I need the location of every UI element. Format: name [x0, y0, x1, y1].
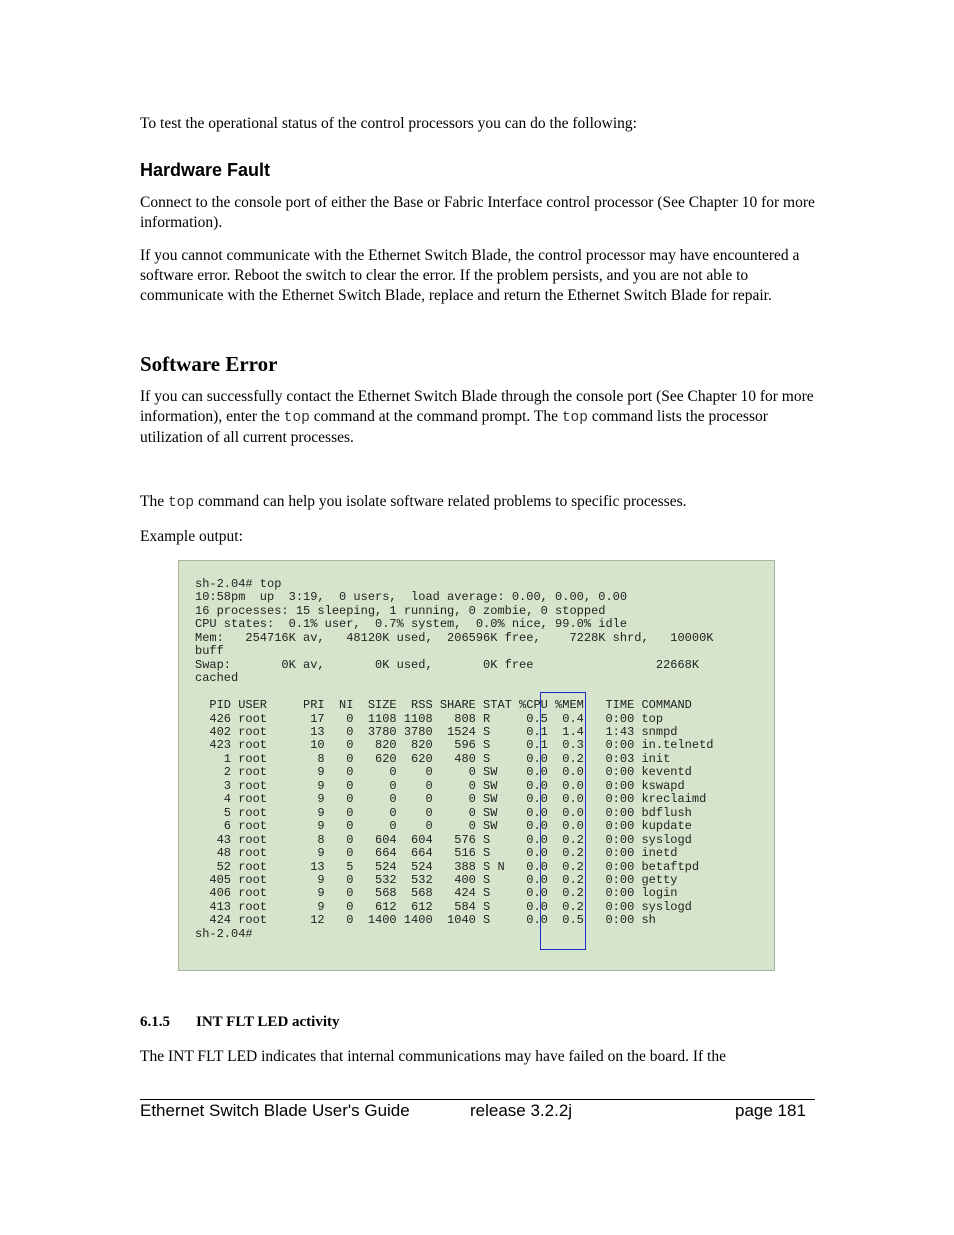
software-error-para2	[140, 492, 816, 513]
section-number: 6.1.5	[140, 1014, 170, 1030]
hardware-fault-para1: Connect to the console port of either the Base or Fabric Interface control processor (See Chapter 10 for more information).	[140, 194, 815, 231]
para1-text-b: command at the command prompt. The	[309, 408, 562, 425]
top-command-inline: top	[283, 410, 310, 426]
console-text: sh-2.04# top 10:58pm up 3:19, 0 users, load average: 0.00, 0.00, 0.00 16 processes: 15 sleeping, 1 running, 0 zombie, 0 stopped CPU states: 0.1% user, 0.7% system, 0.0% nice, 99.0% idle Mem: 254716K av, 48120K used, 206596K free, 7228K shrd, 10000K buff Swap: 0K av, 0K used, 0K free 22668K cached PID USER PRI NI SIZE RSS SHARE STAT %CPU %MEM TIME COMMAND 426 root 17 0 1108 1108 808 R 0.5 0.4 0:00 top 402 root 13 0 3780 3780 1524 S 0.1 1.4 1:43 snmpd 423 root 10 0 820 820 596 S 0.1 0.3 0:00 in.telnetd 1 root 8 0 620 620 480 S 0.0 0.2 0:03 init 2 root 9 0 0 0 0 SW 0.0 0.0 0:00 keventd 3 root 9 0 0 0 0 SW 0.0 0.0 0:00 kswapd 4 root 9 0 0 0 0 SW 0.0 0.0 0:00 kreclaimd 5 root 9 0 0 0 0 SW 0.0 0.0 0:00 bdflush 6 root 9 0 0 0 0 SW 0.0 0.0 0:00 kupdate 43 root 8 0 604 604 576 S 0.0 0.2 0:00 syslogd 48 root 9 0 664 664 516 S 0.0 0.2 0:00 inetd 52 root 13 5 524 524 388 S N 0.0 0.2 0:00 betaftpd 405 root 9 0 532 532 400 S 0.0 0.2 0:00 getty 406 root 9 0 568 568 424 S 0.0 0.2 0:00 login 413 root 9 0 612 612 584 S 0.0 0.2 0:00 syslogd 424 root 12 0 1400 1400 1040 S 0.0 0.5 0:00 sh sh-2.04#	[195, 577, 714, 941]
para1-text-c: command lists the processor utilization of all current processes.	[140, 408, 768, 446]
para2-text-a: The	[140, 493, 168, 510]
para1-text-a: If you can successfully contact the Ethernet Switch Blade through the console port (See Chapter 10 for more information), enter the	[140, 388, 814, 425]
example-output-label: Example output:	[140, 528, 243, 545]
section-title: INT FLT LED activity	[196, 1014, 340, 1030]
footer-rule	[140, 1099, 815, 1100]
hardware-fault-heading: Hardware Fault	[140, 160, 271, 180]
software-error-para1	[140, 387, 816, 448]
hardware-fault-para2: If you cannot communicate with the Ethernet Switch Blade, the control processor may have encountered a software error. Reboot the switch to clear the error. If the problem persists, and you are not able to communicate with the Ethernet Switch Blade, replace and return the Ethernet Switch Blade for repair.	[140, 247, 800, 304]
para2-text-b: command can help you isolate software related problems to specific processes.	[194, 493, 687, 510]
top-command-inline: top	[561, 410, 588, 426]
footer-guide-title: Ethernet Switch Blade User's Guide	[140, 1101, 410, 1120]
top-command-inline: top	[167, 495, 195, 511]
section-6-1-5-heading	[140, 1014, 340, 1031]
footer-page-number: page 181	[735, 1101, 806, 1120]
intro-paragraph: To test the operational status of the control processors you can do the following:	[140, 115, 637, 132]
console-output-panel	[178, 560, 775, 971]
cpu-column-highlight	[540, 692, 586, 950]
software-error-heading: Software Error	[140, 352, 278, 376]
footer-release: release 3.2.2j	[470, 1101, 573, 1120]
int-flt-paragraph: The INT FLT LED indicates that internal communications may have failed on the board. If the	[140, 1048, 726, 1065]
